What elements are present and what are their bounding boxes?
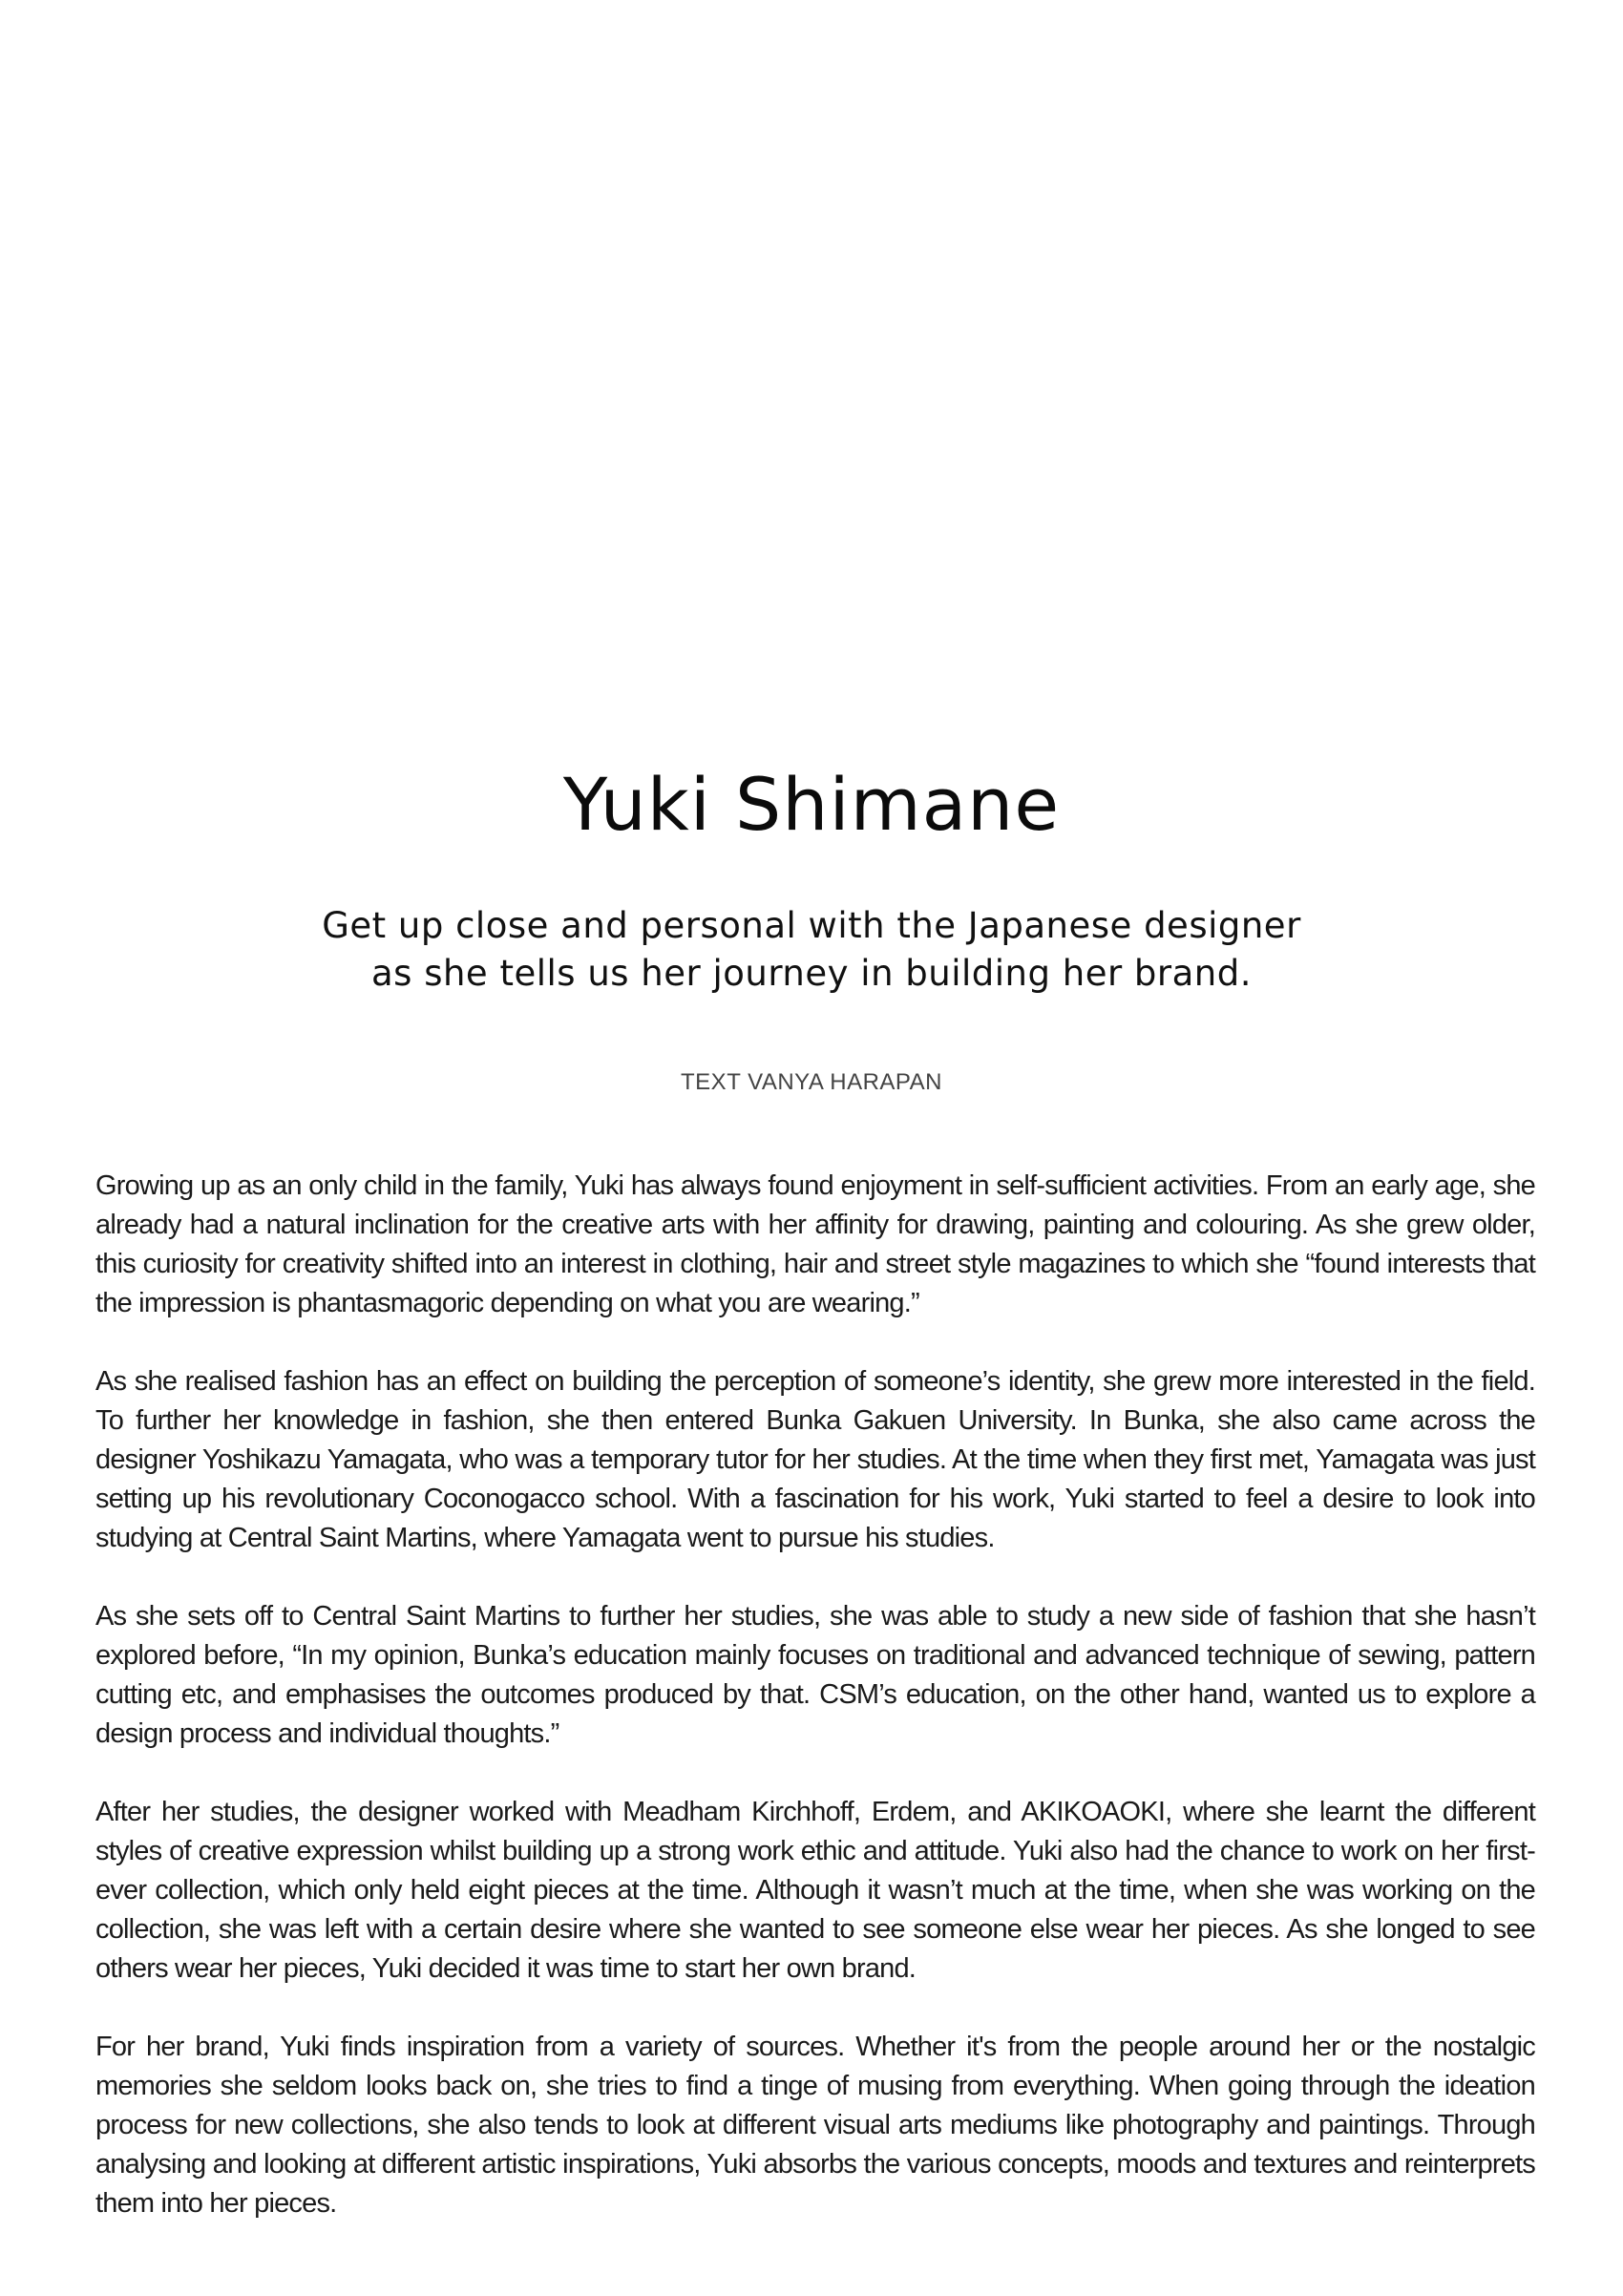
article-title: Yuki Shimane — [562, 762, 1061, 847]
article-body — [95, 1167, 1535, 2263]
body-paragraph: As she sets off to Central Saint Martins to further her studies, she was able to study a new side of fashion that she hasn’t explored before, “In my opinion, Bunka’s education mainly focuses on traditional and advanced technique of sewing, pattern cutting etc, and emphasises the outcomes produced by that. CSM’s education, on the other hand, wanted us to explore a design process and individual thoughts.” — [95, 1601, 1535, 1749]
body-paragraph: Growing up as an only child in the family, Yuki has always found enjoyment in self-sufficient activities. From an early age, she already had a natural inclination for the creative arts with her affinity for drawing, painting and colouring. As she grew older, this curiosity for creativity shifted into an interest in clothing, hair and street style magazines to which she “found interests that the impression is phantasmagoric depending on what you are wearing.” — [95, 1170, 1535, 1318]
body-paragraph: For her brand, Yuki finds inspiration from a variety of sources. Whether it's from the people around her or the nostalgic memories she seldom looks back on, she tries to find a tinge of musing from everything. When going through the ideation process for new collections, she also tends to look at different visual arts mediums like photography and paintings. Through analysing and looking at different artistic inspirations, Yuki absorbs the various concepts, moods and textures and reinterprets them into her pieces. — [95, 2032, 1535, 2219]
body-paragraph: After her studies, the designer worked with Meadham Kirchhoff, Erdem, and AKIKOAOKI, where she learnt the different styles of creative expression whilst building up a strong work ethic and attitude. Yuki also had the chance to work on her first-ever collection, which only held eight pieces at the time. Although it wasn’t much at the time, when she was working on the collection, she was left with a certain desire where she wanted to see someone else wear her pieces. As she longed to see others wear her pieces, Yuki decided it was time to start her own brand. — [95, 1797, 1535, 1984]
subtitle-line: Get up close and personal with the Japanese designer — [322, 905, 1301, 946]
subtitle-line: as she tells us her journey in building her brand. — [370, 953, 1252, 994]
body-paragraph: As she realised fashion has an effect on building the perception of someone’s identity, she grew more interested in the field. To further her knowledge in fashion, she then entered Bunka Gakuen University. In Bunka, she also came across the designer Yoshikazu Yamagata, who was a temporary tutor for her studies. At the time when they first met, Yamagata was just setting up his revolutionary Coconogacco school. With a fascination for his work, Yuki started to feel a desire to look into studying at Central Saint Martins, where Yamagata went to pursue his studies. — [95, 1366, 1535, 1553]
article-subtitle — [0, 902, 1623, 998]
article-byline: TEXT VANYA HARAPAN — [681, 1069, 942, 1095]
